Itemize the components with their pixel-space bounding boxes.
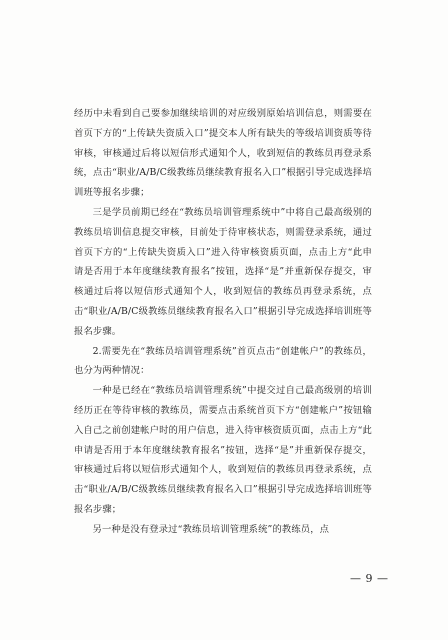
body-text (74, 104, 372, 540)
paragraph-section-2: 2.需要先在“教练员培训管理系统”首页点击“创建帐户”的教练员，也分为两种情况： (74, 345, 372, 377)
paragraph-case-three: 三是学员前期已经在“教练员培训管理系统中”中将自己最高级别的教练员培训信息提交审核，目前处于待审核状态，则需登录系统，通过首页下方的“上传缺失资质入口”进入待审核资质页面，点击上方“此申请是否用于本年度继续教育报名”按钮，选择“是”并重新保存提交，审核通过后将以短信形式通知个人，收到短信的教练员再登录系统，点击“职业/A/B/C级教练员继续教育报名入口”根据引导完成选择培训班等报名步骤。 (74, 206, 372, 337)
paragraph-case-two: 另一种是没有登录过“教练员培训管理系统”的教练员，点 (92, 523, 330, 535)
paragraph-case-one: 一种是已经在“教练员培训管理系统”中提交过自己最高级别的培训经历正在等待审核的教练员，需要点击系统首页下方“创建帐户”按钮输入自己之前创建帐户时的用户信息，进入待审核资质页面，点击上方“此申请是否用于本年度继续教育报名”按钮，选择“是”并重新保存提交，审核通过后将以短信形式通知个人，收到短信的教练员再登录系统，点击“职业/A/B/C级教练员继续教育报名入口”根据引导完成选择培训班等报名步骤； (74, 385, 372, 515)
page-number: — 9 — (350, 572, 389, 585)
paragraph-continuation: 经历中未看到自己要参加继续培训的对应级别原始培训信息，则需要在首页下方的“上传缺失资质入口”提交本人所有缺失的等级培训资质等待审核，审核通过后将以短信形式通知个人，收到短信的教练员再登录系统，点击“职业/A/B/C级教练员继续教育报名入口”根据引导完成选择培训班等报名步骤； (74, 108, 372, 199)
